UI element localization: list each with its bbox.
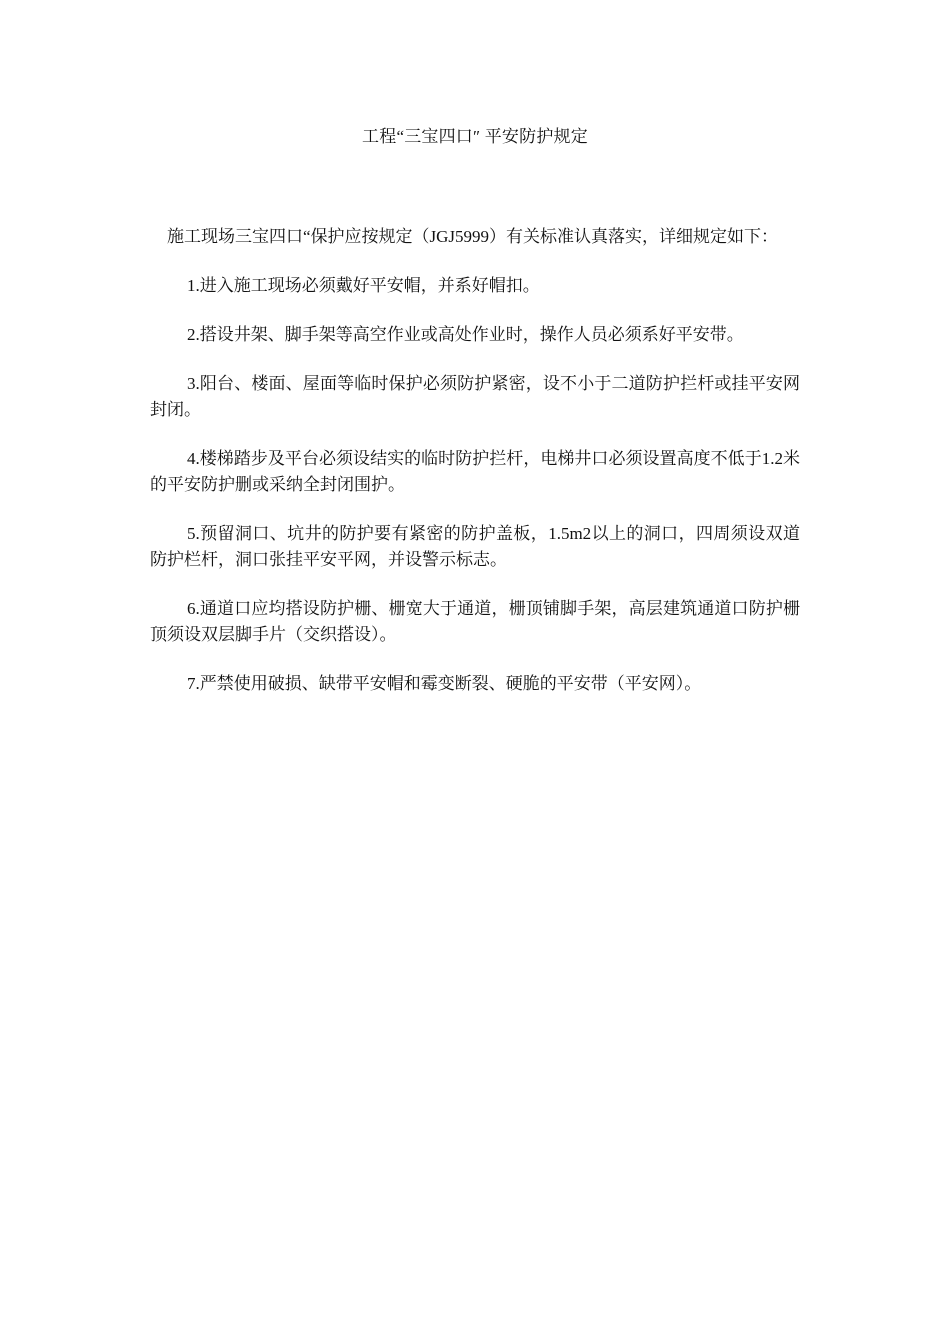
intro-paragraph: 施工现场三宝四口“保护应按规定（JGJ5999）有关标准认真落实，详细规定如下： [167, 227, 779, 246]
rule-item-5: 5.预留洞口、坑井的防护要有紧密的防护盖板，1.5m2以上的洞口，四周须设双道防护栏杆，洞口张挂平安平网，并设警示标志。 [150, 524, 800, 569]
rule-item-4: 4.楼梯踏步及平台必须设结实的临时防护拦杆，电梯井口必须设置高度不低于1.2米的平安防护删或采纳全封闭围护。 [150, 449, 800, 494]
document-title: 工程“三宝四口″ 平安防护规定 [362, 127, 588, 146]
rule-item-7: 7.严禁使用破损、缺带平安帽和霉变断裂、硬脆的平安带（平安网）。 [187, 674, 702, 693]
document-body [150, 224, 800, 720]
rule-item-1: 1.进入施工现场必须戴好平安帽，并系好帽扣。 [187, 276, 540, 295]
rule-item-3: 3.阳台、楼面、屋面等临时保护必须防护紧密，设不小于二道防护拦杆或挂平安网封闭。 [150, 374, 800, 419]
rule-item-6: 6.通道口应均搭设防护栅、栅宽大于通道，栅顶铺脚手架，高层建筑通道口防护栅顶须设双层脚手片（交织搭设）。 [150, 599, 800, 644]
rule-item-2: 2.搭设井架、脚手架等高空作业或高处作业时，操作人员必须系好平安带。 [187, 325, 744, 344]
